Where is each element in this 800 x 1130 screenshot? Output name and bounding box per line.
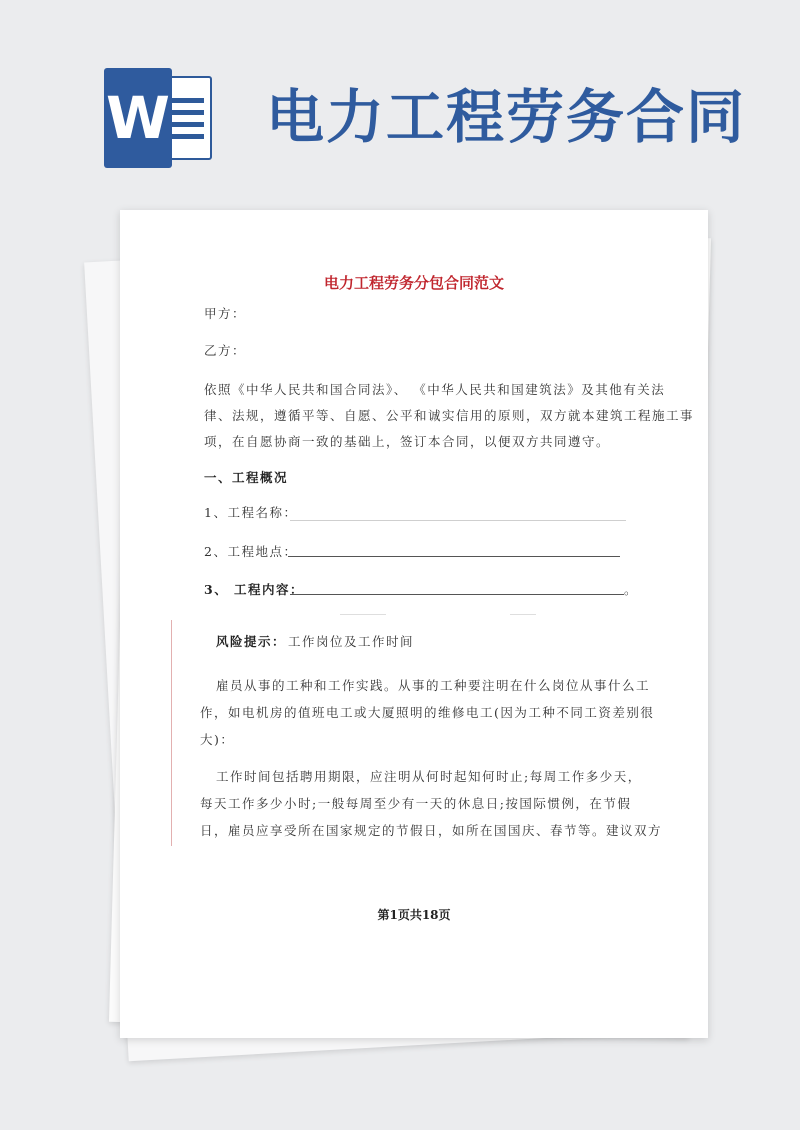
word-icon-letter: W: [104, 68, 172, 168]
project-content-label: 3、 工程内容：: [204, 582, 305, 597]
project-location-label: 2、工程地点：: [204, 544, 298, 559]
faint-rule: [510, 614, 536, 615]
party-a-label: 甲方：: [204, 306, 247, 321]
risk-tip-paragraph-line: 雇员从事的工种和工作实践。从事的工种要注明在什么岗位从事什么工: [216, 678, 651, 693]
risk-tip-topic: 工作岗位及工作时间: [288, 634, 415, 649]
project-content-blank: [290, 594, 624, 595]
header-banner: [0, 0, 800, 200]
risk-tip-paragraph-line: 大)：: [200, 732, 235, 747]
word-document-icon: [104, 68, 216, 168]
banner-title: 电力工程劳务合同: [266, 83, 747, 151]
project-name-blank: [290, 520, 626, 521]
document-title: 电力工程劳务分包合同范文: [323, 274, 504, 292]
risk-tip-paragraph-line: 日，雇员应享受所在国家规定的节假日，如所在国国庆、春节等。建议双方: [200, 823, 663, 838]
risk-tip-sidebar: [171, 620, 172, 846]
project-location-blank: [288, 556, 620, 557]
project-content-suffix: 。: [624, 582, 639, 597]
party-b-label: 乙方：: [204, 343, 247, 358]
intro-line: 依照《中华人民共和国合同法》、 《中华人民共和国建筑法》及其他有关法: [204, 382, 666, 397]
intro-line: 律、法规，遵循平等、自愿、公平和诚实信用的原则，双方就本建筑工程施工事: [204, 408, 695, 423]
document-page: [120, 210, 708, 1038]
faint-rule: [340, 614, 386, 615]
risk-tip-paragraph-line: 作，如电机房的值班电工或大厦照明的维修电工(因为工种不同工资差别很: [200, 705, 655, 720]
project-name-label: 1、工程名称：: [204, 505, 298, 520]
section-heading: 一、工程概况: [204, 470, 289, 485]
risk-tip-paragraph-line: 每天工作多少小时;一般每周至少有一天的休息日;按国际惯例，在节假: [200, 796, 632, 811]
risk-tip-label: 风险提示：: [216, 634, 287, 649]
page-number-footer: 第1页共18页: [377, 908, 451, 922]
intro-line: 项，在自愿协商一致的基础上，签订本合同，以便双方共同遵守。: [204, 434, 611, 449]
risk-tip-paragraph-line: 工作时间包括聘用期限，应注明从何时起知何时止;每周工作多少天，: [216, 769, 642, 784]
